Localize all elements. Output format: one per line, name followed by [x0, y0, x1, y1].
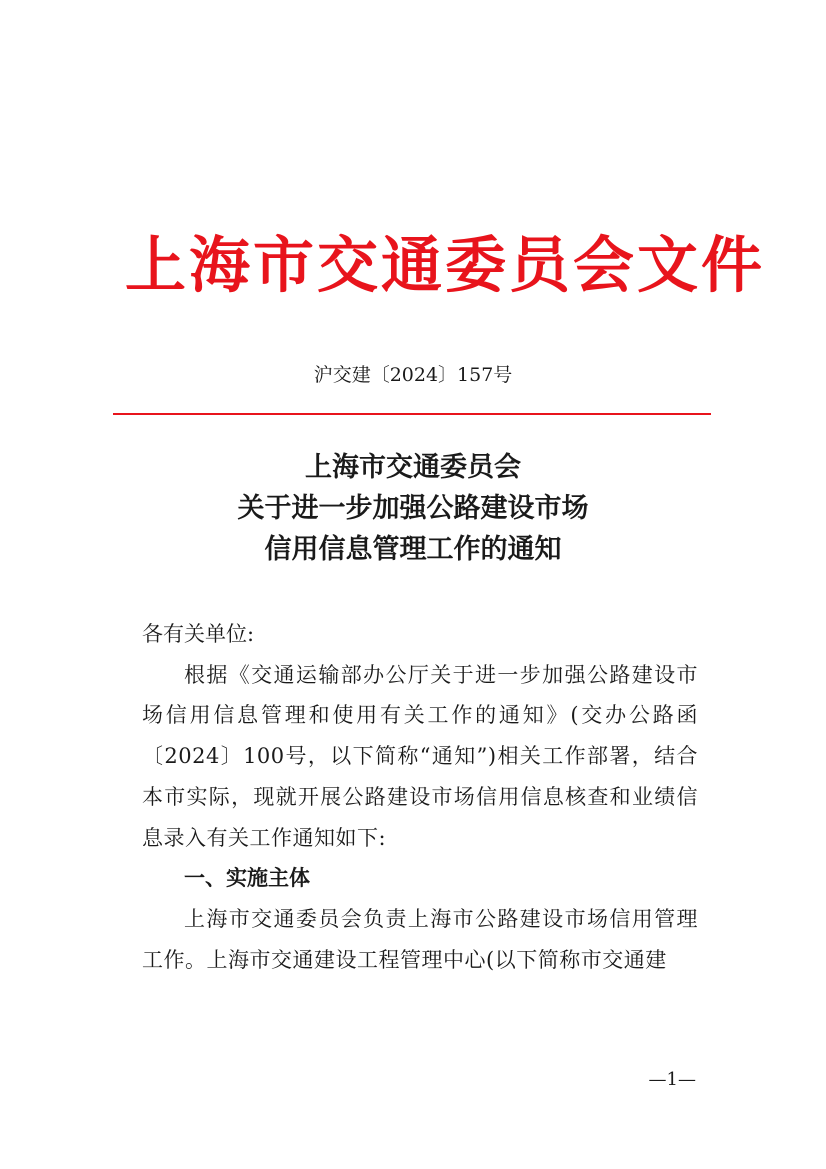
body-paragraph-1: 根据《交通运输部办公厅关于进一步加强公路建设市场信用信息管理和使用有关工作的通知》(交办公路函〔2024〕100号，以下简称“通知”)相关工作部署，结合本市实际，现就开展公路建设市场信用信息核查和业绩信息录入有关工作通知如下: — [142, 662, 698, 850]
notice-title-line-2: 关于进一步加强公路建设市场 — [237, 493, 589, 524]
document-number: 沪交建〔2024〕157号 — [313, 364, 513, 386]
section-heading-1: 一、实施主体 — [184, 866, 310, 891]
document-header-title: 上海市交通委员会文件 — [125, 230, 766, 301]
document-body — [142, 614, 698, 980]
header-divider-rule — [113, 413, 711, 415]
notice-title-line-3: 信用信息管理工作的通知 — [264, 534, 562, 565]
salutation: 各有关单位: — [142, 622, 255, 646]
notice-title — [0, 447, 826, 570]
notice-title-line-1: 上海市交通委员会 — [305, 452, 521, 483]
page-number: —1— — [648, 1069, 696, 1090]
body-paragraph-2: 上海市交通委员会负责上海市公路建设市场信用管理工作。上海市交通建设工程管理中心(以下简称市交通建 — [142, 906, 698, 972]
